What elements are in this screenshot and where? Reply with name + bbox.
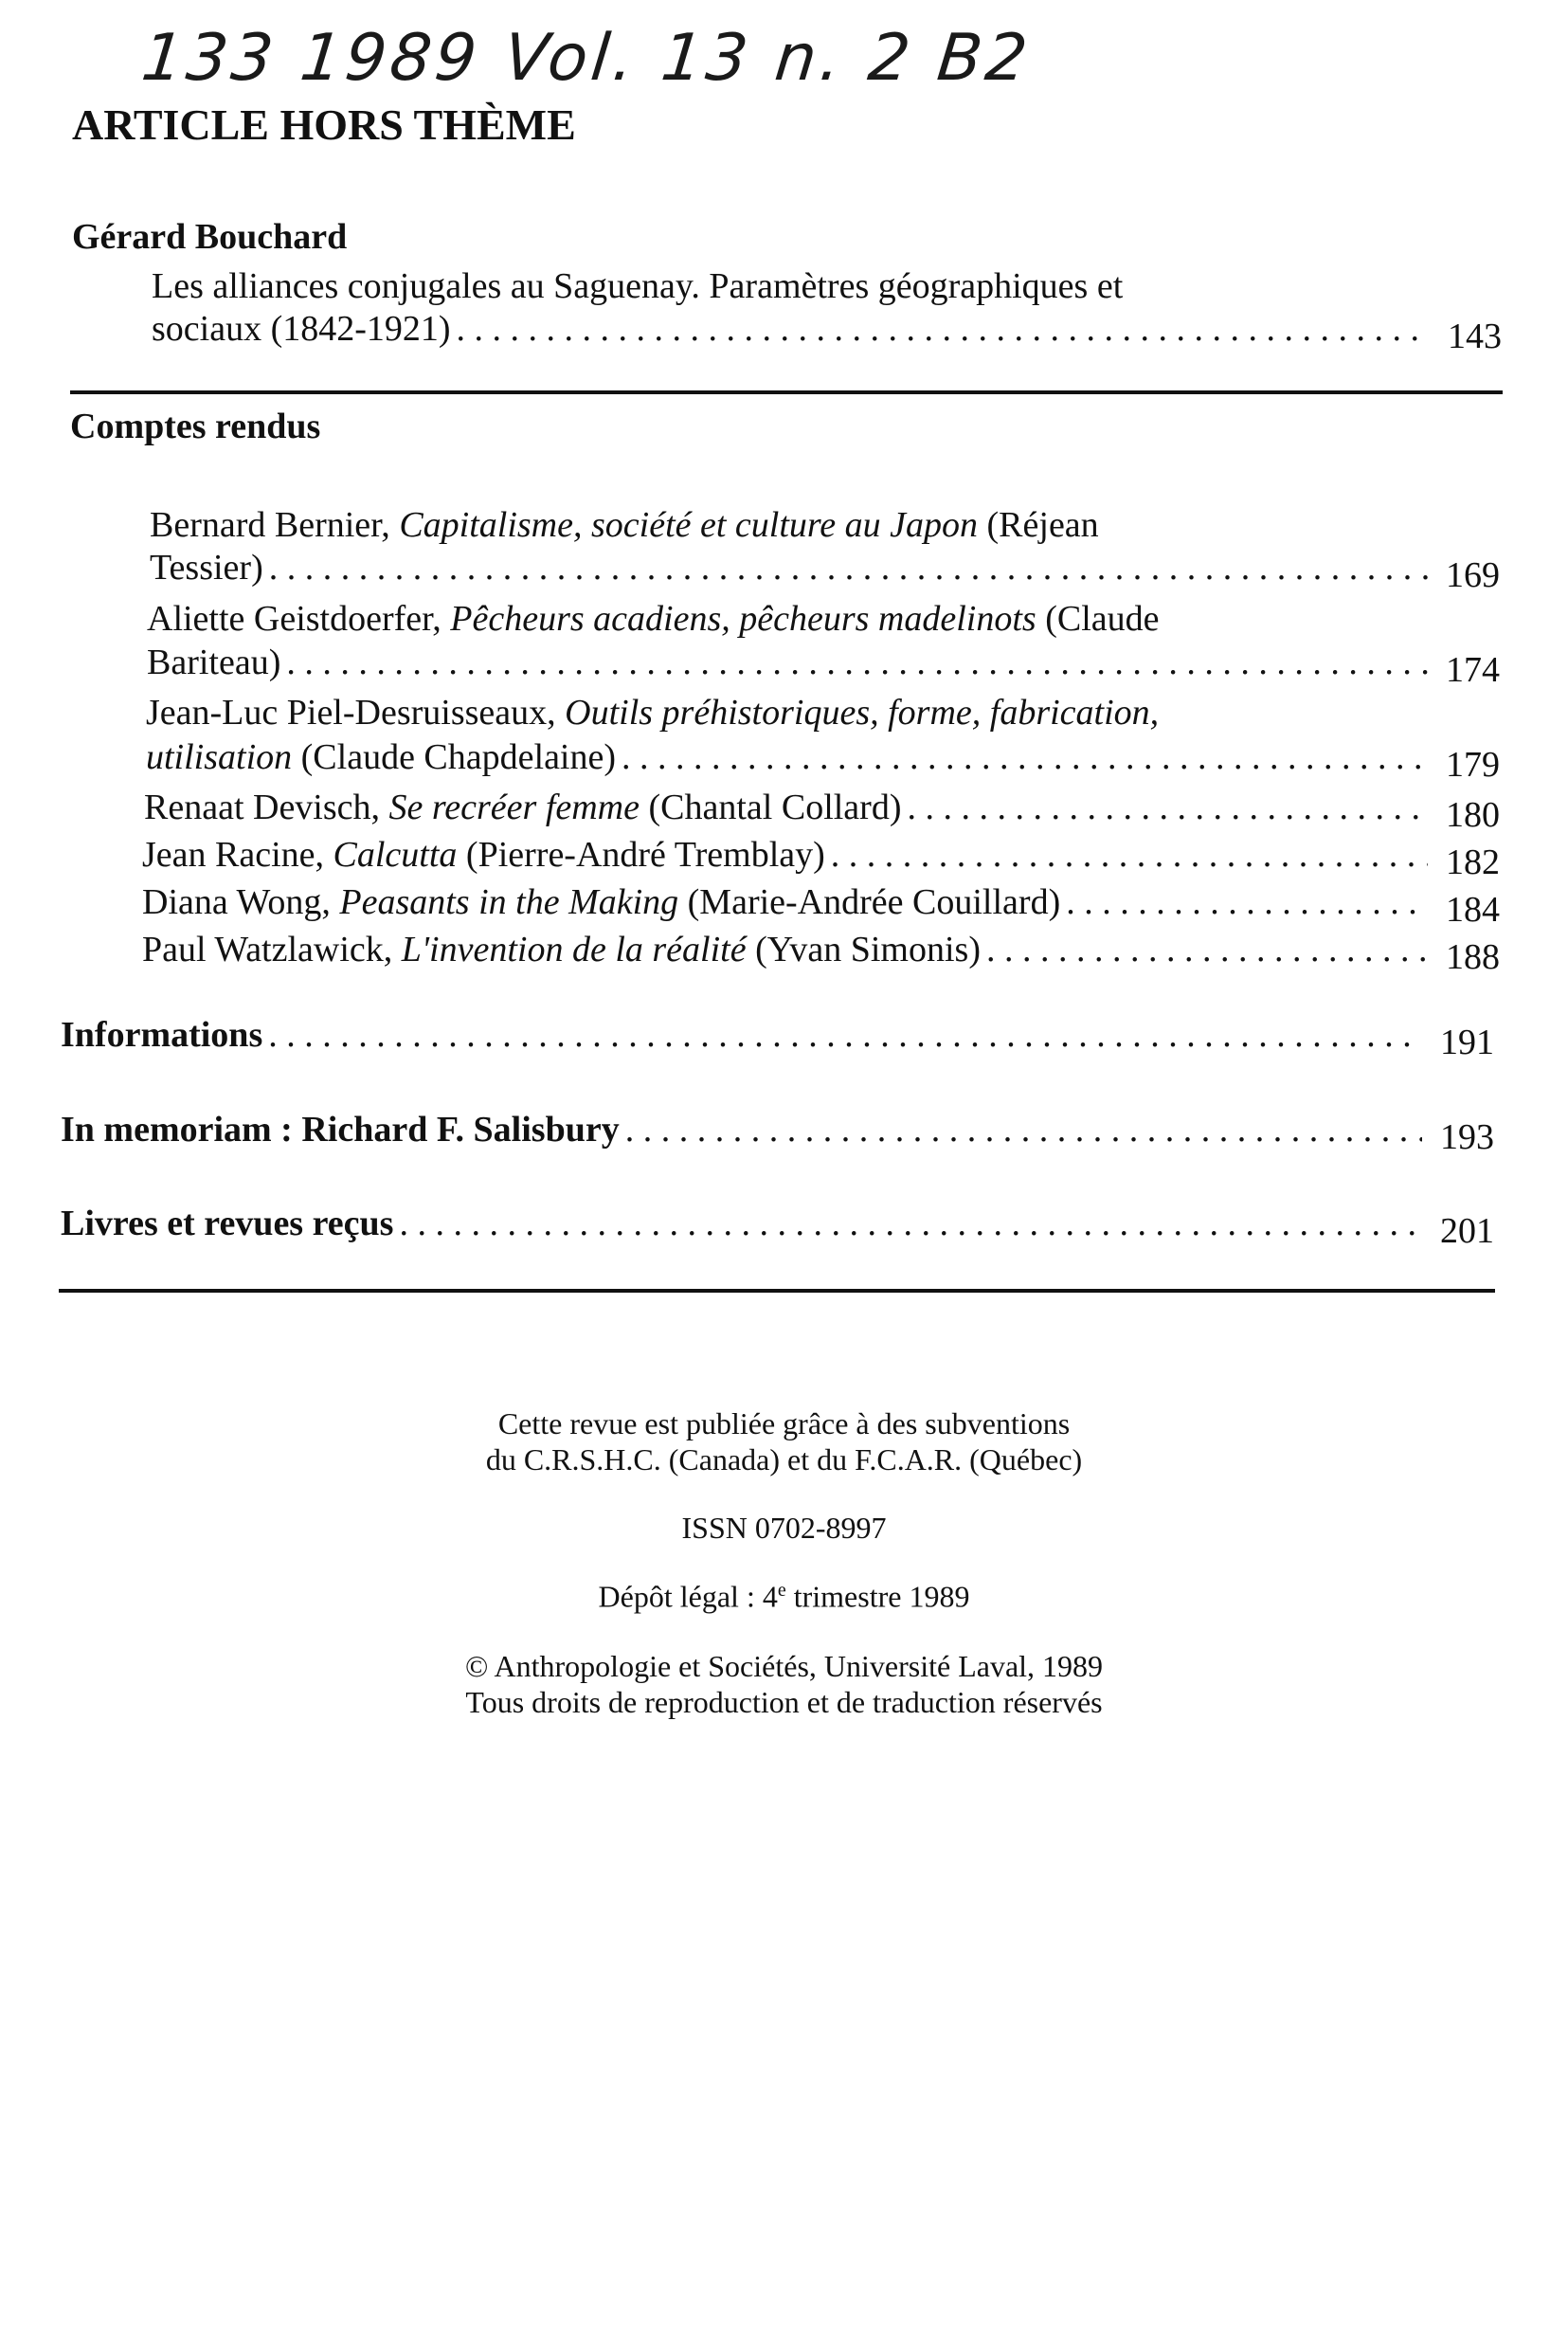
section-label: Livres et revues reçus — [61, 1204, 394, 1243]
leader-dots — [268, 1017, 1422, 1053]
section-label: In memoriam : Richard F. Salisbury — [61, 1110, 620, 1150]
section-label: Informations — [61, 1015, 263, 1055]
review-2-line1: Aliette Geistdoerfer, Pêcheurs acadiens, pêcheurs madelinots (Claude — [147, 599, 1160, 639]
review-6-page: 184 — [1446, 890, 1500, 930]
review-5-page: 182 — [1446, 842, 1500, 882]
review-1-reviewer: Tessier) — [150, 548, 263, 588]
article-title-text: sociaux (1842-1921) — [152, 309, 451, 349]
review-1-line1: Bernard Bernier, Capitalisme, société et culture au Japon (Réjean — [150, 505, 1099, 545]
leader-dots — [286, 644, 1428, 680]
section-page: 201 — [1440, 1211, 1494, 1251]
footer-issn: ISSN 0702-8997 — [681, 1511, 887, 1545]
leader-dots — [457, 311, 1430, 347]
section-page: 191 — [1440, 1023, 1494, 1062]
review-1-line2[interactable] — [150, 548, 1500, 595]
review-3-line2[interactable] — [146, 737, 1500, 785]
review-7-page: 188 — [1446, 937, 1500, 977]
review-4-text: Renaat Devisch, Se recréer femme (Chantal Collard) — [144, 788, 902, 827]
review-6[interactable] — [142, 882, 1500, 930]
review-4-page: 180 — [1446, 795, 1500, 835]
leader-dots — [622, 739, 1428, 775]
review-5-text: Jean Racine, Calcutta (Pierre-André Tremblay) — [142, 835, 825, 875]
review-7[interactable] — [142, 930, 1500, 977]
review-3-reviewer: utilisation (Claude Chapdelaine) — [146, 737, 617, 777]
review-2-reviewer: Bariteau) — [147, 643, 281, 682]
leader-dots — [625, 1112, 1422, 1148]
leader-dots — [831, 837, 1428, 873]
leader-dots — [907, 789, 1428, 825]
footer-subsidy-line2: du C.R.S.H.C. (Canada) et du F.C.A.R. (Québec) — [485, 1442, 1083, 1476]
article-page: 143 — [1448, 317, 1502, 356]
leader-dots — [269, 550, 1428, 586]
divider — [70, 390, 1503, 394]
section-page: 193 — [1440, 1117, 1494, 1157]
section-title: ARTICLE HORS THÈME — [72, 100, 576, 149]
review-2-line2[interactable] — [147, 643, 1500, 690]
footer-depot: Dépôt légal : 4e trimestre 1989 — [598, 1579, 970, 1614]
footer-copyright: © Anthropologie et Sociétés, Université Laval, 1989 — [464, 1649, 1104, 1683]
handwritten-note: 133 1989 Vol. 13 n. 2 B2 — [137, 21, 1035, 96]
review-2-page: 174 — [1446, 650, 1500, 690]
leader-dots — [399, 1205, 1422, 1241]
review-6-text: Diana Wong, Peasants in the Making (Marie-Andrée Couillard) — [142, 882, 1061, 922]
divider — [59, 1289, 1495, 1293]
section-informations[interactable] — [61, 1015, 1494, 1062]
review-4[interactable] — [144, 788, 1500, 835]
section-in-memoriam[interactable] — [61, 1110, 1494, 1157]
review-3-page: 179 — [1446, 745, 1500, 785]
article-author: Gérard Bouchard — [72, 217, 348, 257]
article-title-line2[interactable] — [152, 309, 1502, 356]
review-7-text: Paul Watzlawick, L'invention de la réalité (Yvan Simonis) — [142, 930, 981, 969]
review-5[interactable] — [142, 835, 1500, 882]
section-livres[interactable] — [61, 1204, 1494, 1251]
reviews-heading: Comptes rendus — [70, 407, 321, 446]
leader-dots — [1066, 884, 1428, 920]
review-3-line1: Jean-Luc Piel-Desruisseaux, Outils préhistoriques, forme, fabrication, — [146, 693, 1160, 733]
leader-dots — [986, 932, 1428, 968]
review-1-page: 169 — [1446, 555, 1500, 595]
footer-subsidy-line1: Cette revue est publiée grâce à des subventions — [497, 1406, 1071, 1440]
footer-rights: Tous droits de reproduction et de traduction réservés — [465, 1685, 1103, 1719]
article-title-line1: Les alliances conjugales au Saguenay. Paramètres géographiques et — [152, 266, 1124, 306]
